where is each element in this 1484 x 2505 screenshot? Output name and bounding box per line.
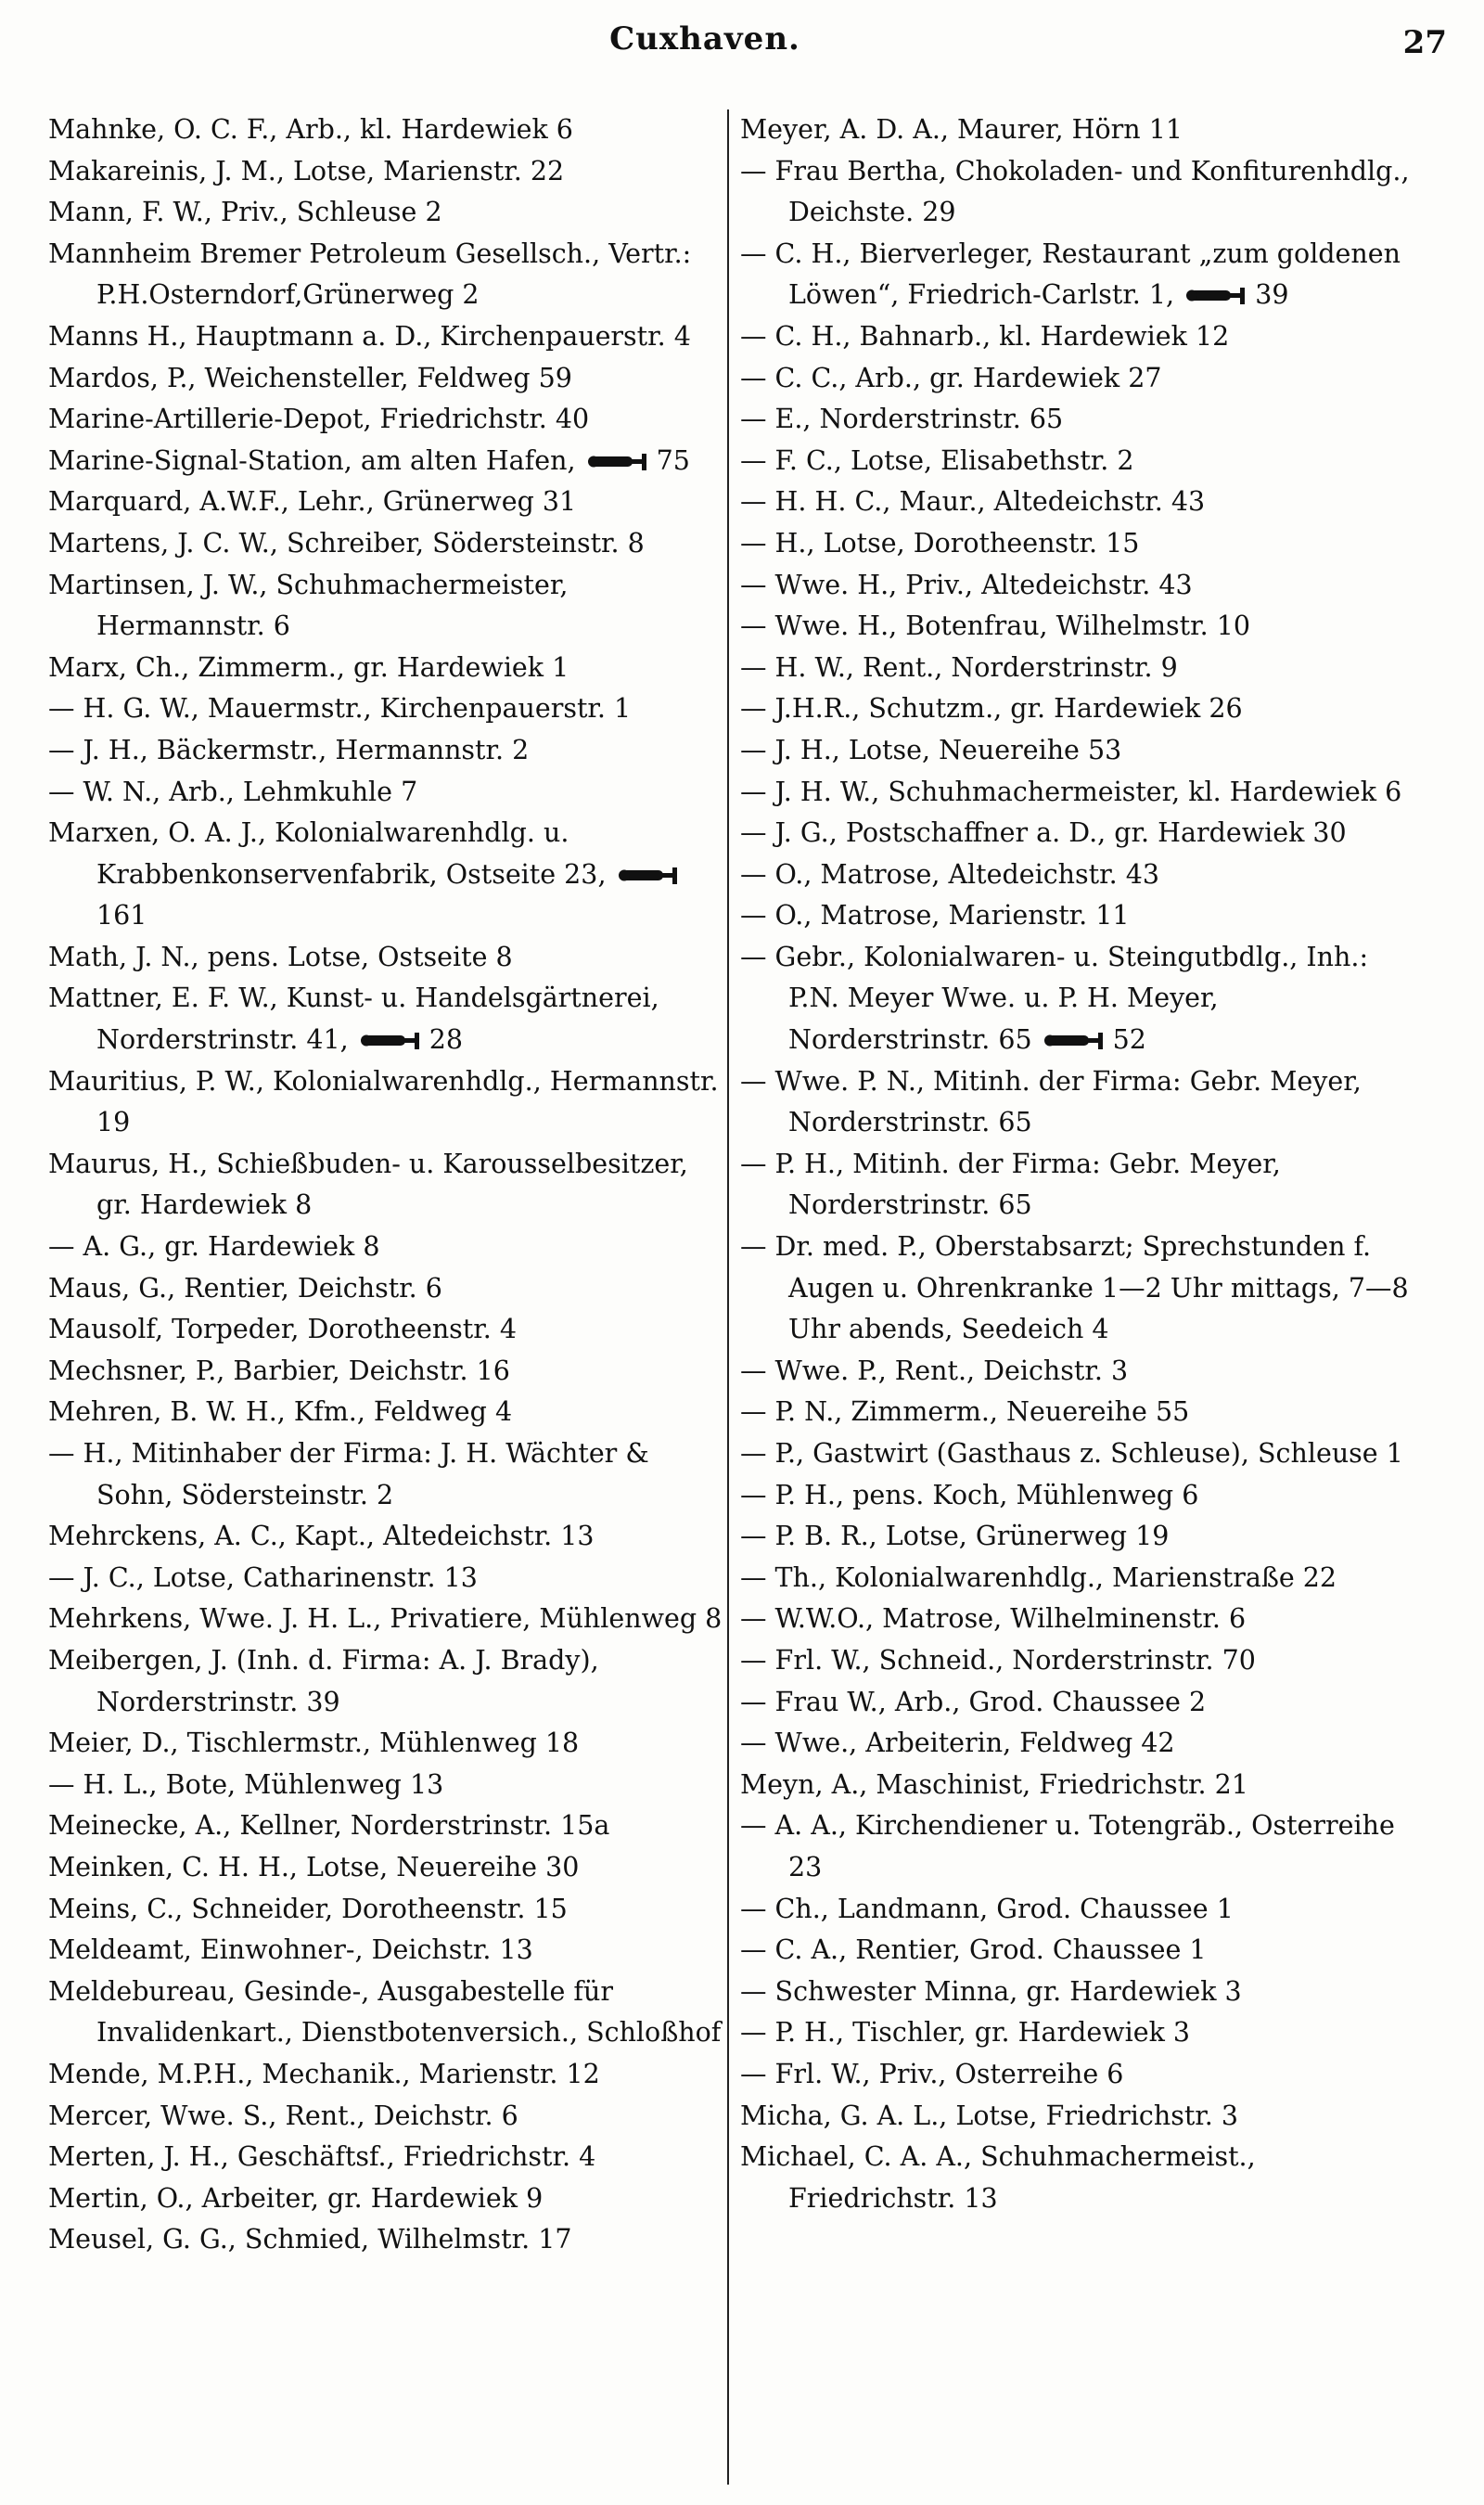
entry-text: Mahnke, O. C. F., Arb., kl. Hardewiek 6 — [48, 114, 573, 145]
directory-entry — [48, 234, 730, 316]
directory-entry — [48, 1972, 730, 2054]
entry-text: — Frau Bertha, Chokoladen- und Konfiturenhdlg., Deichste. 29 — [740, 155, 1410, 228]
directory-entry — [48, 1227, 730, 1268]
entry-text: — J. H. W., Schuhmachermeister, kl. Hardewiek 6 — [740, 776, 1402, 807]
entry-text: — O., Matrose, Altedeichstr. 43 — [740, 858, 1159, 890]
entry-text: — P. H., pens. Koch, Mühlenweg 6 — [740, 1479, 1199, 1510]
directory-entry — [740, 854, 1422, 896]
entry-text: — Schwester Minna, gr. Hardewiek 3 — [740, 1975, 1242, 2007]
entry-text: — Wwe. P. N., Mitinh. der Firma: Gebr. Meyer, Norderstrinstr. 65 — [740, 1065, 1362, 1138]
entry-text: — H., Lotse, Dorotheenstr. 15 — [740, 527, 1140, 559]
directory-entry — [740, 1972, 1422, 2013]
directory-entry — [48, 565, 730, 648]
directory-entry — [740, 1723, 1422, 1765]
directory-entry — [740, 813, 1422, 854]
directory-entry — [740, 1061, 1422, 1144]
entry-text: — H. W., Rent., Norderstrinstr. 9 — [740, 651, 1178, 683]
directory-entry — [740, 2096, 1422, 2138]
entry-text: — J.H.R., Schutzm., gr. Hardewiek 26 — [740, 693, 1243, 725]
directory-entry — [740, 772, 1422, 814]
directory-entry — [740, 688, 1422, 730]
directory-entry — [48, 1930, 730, 1972]
entry-text: — Frl. W., Schneid., Norderstrinstr. 70 — [740, 1644, 1256, 1676]
directory-entry — [740, 1144, 1422, 1227]
directory-entry — [48, 2054, 730, 2096]
directory-entry — [48, 192, 730, 234]
directory-entry — [740, 1516, 1422, 1558]
directory-entry — [48, 1723, 730, 1765]
entry-text: Marine-Artillerie-Depot, Friedrichstr. 40 — [48, 404, 590, 435]
entry-text: — J. C., Lotse, Catharinenstr. 13 — [48, 1561, 478, 1593]
entry-text: Meldeamt, Einwohner-, Deichstr. 13 — [48, 1934, 533, 1966]
entry-text: — Dr. med. P., Oberstabsarzt; Sprechstunden f. Augen u. Ohrenkranke 1—2 Uhr mittags, 7—8 Uhr abends, Seedeich 4 — [740, 1231, 1409, 1345]
entry-text: Martens, J. C. W., Schreiber, Södersteinstr. 8 — [48, 527, 645, 559]
directory-entry — [740, 1765, 1422, 1806]
directory-entry — [740, 1351, 1422, 1393]
directory-entry — [48, 1309, 730, 1351]
directory-entry — [740, 441, 1422, 482]
directory-entry — [740, 1433, 1422, 1475]
entry-text: — Gebr., Kolonialwaren- u. Steingutbdlg., Inh.: P.N. Meyer Wwe. u. P. H. Meyer, Norderstrinstr. 65 — [740, 941, 1369, 1056]
directory-entry — [740, 151, 1422, 234]
directory-entry — [48, 1847, 730, 1889]
phone-number: 75 — [656, 444, 690, 476]
directory-entry — [740, 1930, 1422, 1972]
entry-text: Manns H., Hauptmann a. D., Kirchenpauerstr. 4 — [48, 320, 691, 352]
entry-text: Marxen, O. A. J., Kolonialwarenhdlg. u. Krabbenkonservenfabrik, Ostseite 23, — [48, 817, 607, 890]
entry-text: Mardos, P., Weichensteller, Feldweg 59 — [48, 362, 572, 393]
directory-entry — [48, 2178, 730, 2220]
directory-entry — [48, 2219, 730, 2261]
entry-text: — C. H., Bierverleger, Restaurant „zum goldenen Löwen“, Friedrich-Carlstr. 1, — [740, 238, 1401, 311]
directory-entry — [48, 688, 730, 730]
entry-text: — Ch., Landmann, Grod. Chaussee 1 — [740, 1893, 1234, 1924]
entry-text: Maus, G., Rentier, Deichstr. 6 — [48, 1272, 442, 1304]
directory-entry — [740, 2012, 1422, 2054]
directory-entry — [740, 482, 1422, 523]
directory-entry — [48, 1889, 730, 1931]
entry-text: Makareinis, J. M., Lotse, Marienstr. 22 — [48, 155, 565, 186]
directory-entry — [48, 648, 730, 689]
entry-text: — C. C., Arb., gr. Hardewiek 27 — [740, 362, 1162, 393]
directory-entry — [48, 1144, 730, 1227]
page-number: 27 — [1402, 24, 1447, 61]
entry-text: Mehren, B. W. H., Kfm., Feldweg 4 — [48, 1396, 513, 1428]
telephone-icon — [1044, 1031, 1109, 1051]
column-divider — [727, 109, 729, 2485]
directory-entry — [740, 109, 1422, 151]
entry-text: Meier, D., Tischlermstr., Mühlenweg 18 — [48, 1728, 580, 1759]
entry-text: — Wwe., Arbeiterin, Feldweg 42 — [740, 1728, 1175, 1759]
directory-entry — [48, 482, 730, 523]
directory-entry — [48, 1061, 730, 1144]
entry-text: — H. L., Bote, Mühlenweg 13 — [48, 1768, 444, 1800]
entry-text: — H. G. W., Mauermstr., Kirchenpauerstr. 1 — [48, 693, 632, 725]
entry-text: Math, J. N., pens. Lotse, Ostseite 8 — [48, 941, 513, 972]
entry-text: Mausolf, Torpeder, Dorotheenstr. 4 — [48, 1314, 517, 1345]
directory-entry — [48, 1351, 730, 1393]
page-title: Cuxhaven. — [609, 20, 800, 58]
entry-text: — F. C., Lotse, Elisabethstr. 2 — [740, 444, 1134, 476]
phone-number: 28 — [429, 1024, 463, 1056]
directory-entry — [740, 1227, 1422, 1351]
entry-text: — W. N., Arb., Lehmkuhle 7 — [48, 776, 418, 807]
telephone-icon — [619, 866, 684, 886]
directory-entry — [740, 2137, 1422, 2219]
entry-text: Merten, J. H., Geschäftsf., Friedrichstr. 4 — [48, 2141, 596, 2173]
right-column — [740, 109, 1422, 2485]
entry-text: Mattner, E. F. W., Kunst- u. Handelsgärtnerei, Norderstrinstr. 41, — [48, 983, 659, 1056]
entry-text: — P. N., Zimmerm., Neuereihe 55 — [740, 1396, 1190, 1428]
entry-text: Meyer, A. D. A., Maurer, Hörn 11 — [740, 114, 1183, 145]
directory-entry — [48, 109, 730, 151]
entry-text: Mehrckens, A. C., Kapt., Altedeichstr. 13 — [48, 1521, 595, 1552]
entry-text: — A. G., gr. Hardewiek 8 — [48, 1231, 380, 1263]
entry-text: — O., Matrose, Marienstr. 11 — [740, 900, 1130, 931]
directory-entry — [48, 316, 730, 358]
directory-entry — [740, 648, 1422, 689]
directory-entry — [740, 1599, 1422, 1640]
entry-text: — J. H., Bäckermstr., Hermannstr. 2 — [48, 734, 530, 765]
entry-text: Meusel, G. G., Schmied, Wilhelmstr. 17 — [48, 2224, 572, 2255]
entry-text: Meinken, C. H. H., Lotse, Neuereihe 30 — [48, 1851, 580, 1882]
directory-entry — [48, 978, 730, 1060]
phone-number: 39 — [1255, 279, 1289, 311]
directory-entry — [740, 895, 1422, 937]
directory-entry — [740, 1889, 1422, 1931]
entry-text: Mende, M.P.H., Mechanik., Marienstr. 12 — [48, 2058, 600, 2089]
directory-entry — [48, 399, 730, 441]
directory-entry — [740, 730, 1422, 772]
entry-text: — P. H., Mitinh. der Firma: Gebr. Meyer, Norderstrinstr. 65 — [740, 1148, 1281, 1221]
telephone-icon — [361, 1031, 426, 1051]
directory-entry — [48, 1433, 730, 1516]
directory-entry — [740, 316, 1422, 358]
entry-text: — J. G., Postschaffner a. D., gr. Hardewiek 30 — [740, 817, 1347, 849]
directory-entry — [48, 937, 730, 979]
directory-entry — [740, 1392, 1422, 1433]
entry-text: Mannheim Bremer Petroleum Gesellsch., Vertr.: P.H.Osterndorf,Grünerweg 2 — [48, 238, 692, 311]
directory-entry — [48, 1516, 730, 1558]
entry-text: — Wwe. H., Priv., Altedeichstr. 43 — [740, 569, 1193, 600]
entry-text: Mercer, Wwe. S., Rent., Deichstr. 6 — [48, 2100, 518, 2131]
directory-entry — [48, 2096, 730, 2138]
directory-entry — [48, 1268, 730, 1310]
entry-text: Meldebureau, Gesinde-, Ausgabestelle für Invalidenkart., Dienstbotenversich., Schloßhof — [48, 1975, 722, 2049]
entry-text: Mauritius, P. W., Kolonialwarenhdlg., Hermannstr. 19 — [48, 1065, 719, 1138]
directory-entry — [48, 772, 730, 814]
entry-text: — Wwe. P., Rent., Deichstr. 3 — [740, 1355, 1129, 1386]
entry-text: — Frau W., Arb., Grod. Chaussee 2 — [740, 1686, 1207, 1717]
entry-text: — J. H., Lotse, Neuereihe 53 — [740, 734, 1122, 765]
directory-entry — [740, 234, 1422, 316]
directory-entry — [740, 606, 1422, 648]
entry-text: — C. H., Bahnarb., kl. Hardewiek 12 — [740, 320, 1230, 352]
entry-text: — Wwe. H., Botenfrau, Wilhelmstr. 10 — [740, 610, 1251, 642]
entry-text: — Th., Kolonialwarenhdlg., Marienstraße 22 — [740, 1561, 1337, 1593]
directory-entry — [740, 523, 1422, 565]
entry-text: — P., Gastwirt (Gasthaus z. Schleuse), Schleuse 1 — [740, 1438, 1403, 1469]
entry-text: — A. A., Kirchendiener u. Totengräb., Osterreihe 23 — [740, 1810, 1395, 1882]
directory-entry — [740, 937, 1422, 1061]
entry-text: — Frl. W., Priv., Osterreihe 6 — [740, 2058, 1124, 2089]
entry-text: — H. H. C., Maur., Altedeichstr. 43 — [740, 486, 1206, 518]
entry-text: Mertin, O., Arbeiter, gr. Hardewiek 9 — [48, 2182, 544, 2214]
entry-text: Marquard, A.W.F., Lehr., Grünerweg 31 — [48, 486, 577, 518]
entry-text: Mehrkens, Wwe. J. H. L., Privatiere, Mühlenweg 8 — [48, 1603, 723, 1635]
entry-text: Marine-Signal-Station, am alten Hafen, — [48, 444, 576, 476]
directory-entry — [48, 358, 730, 400]
directory-entry — [48, 1765, 730, 1806]
left-column — [48, 109, 730, 2485]
directory-entry — [48, 1640, 730, 1723]
directory-entry — [48, 1392, 730, 1433]
directory-entry — [48, 730, 730, 772]
entry-text: Mann, F. W., Priv., Schleuse 2 — [48, 197, 442, 228]
entry-text: — P. B. R., Lotse, Grünerweg 19 — [740, 1521, 1170, 1552]
directory-entry — [740, 358, 1422, 400]
entry-text: Meins, C., Schneider, Dorotheenstr. 15 — [48, 1893, 568, 1924]
entry-text: — E., Norderstrinstr. 65 — [740, 404, 1064, 435]
telephone-icon — [588, 452, 653, 472]
entry-text: Meibergen, J. (Inh. d. Firma: A. J. Brady), Norderstrinstr. 39 — [48, 1644, 599, 1717]
directory-entry — [48, 1805, 730, 1847]
telephone-icon — [1186, 286, 1251, 306]
directory-entry — [48, 1558, 730, 1599]
directory-entry — [740, 1640, 1422, 1682]
directory-entry — [48, 1599, 730, 1640]
phone-number: 52 — [1112, 1024, 1146, 1056]
entry-text: Michael, C. A. A., Schuhmachermeist., Friedrichstr. 13 — [740, 2141, 1256, 2214]
directory-entry — [740, 399, 1422, 441]
directory-entry — [740, 1475, 1422, 1517]
directory-entry — [740, 2054, 1422, 2096]
entry-text: — H., Mitinhaber der Firma: J. H. Wächter & Sohn, Södersteinstr. 2 — [48, 1438, 649, 1510]
entry-text: — P. H., Tischler, gr. Hardewiek 3 — [740, 2017, 1191, 2049]
directory-entry — [48, 2137, 730, 2178]
entry-text: Meyn, A., Maschinist, Friedrichstr. 21 — [740, 1768, 1248, 1800]
directory-entry — [740, 1805, 1422, 1888]
directory-entry — [48, 151, 730, 193]
entry-text: — C. A., Rentier, Grod. Chaussee 1 — [740, 1934, 1207, 1966]
entry-text: Meinecke, A., Kellner, Norderstrinstr. 15a — [48, 1810, 610, 1842]
directory-entry — [48, 441, 730, 482]
directory-entry — [48, 813, 730, 937]
entry-text: — W.W.O., Matrose, Wilhelminenstr. 6 — [740, 1603, 1247, 1635]
directory-entry — [740, 565, 1422, 607]
directory-entry — [48, 523, 730, 565]
phone-number: 161 — [96, 900, 147, 931]
entry-text: Mechsner, P., Barbier, Deichstr. 16 — [48, 1355, 510, 1386]
directory-entry — [740, 1682, 1422, 1724]
entry-text: Micha, G. A. L., Lotse, Friedrichstr. 3 — [740, 2100, 1239, 2131]
directory-entry — [740, 1558, 1422, 1599]
entry-text: Martinsen, J. W., Schuhmachermeister, Hermannstr. 6 — [48, 569, 569, 642]
entry-text: Marx, Ch., Zimmerm., gr. Hardewiek 1 — [48, 651, 569, 683]
entry-text: Maurus, H., Schießbuden- u. Karousselbesitzer, gr. Hardewiek 8 — [48, 1148, 688, 1221]
